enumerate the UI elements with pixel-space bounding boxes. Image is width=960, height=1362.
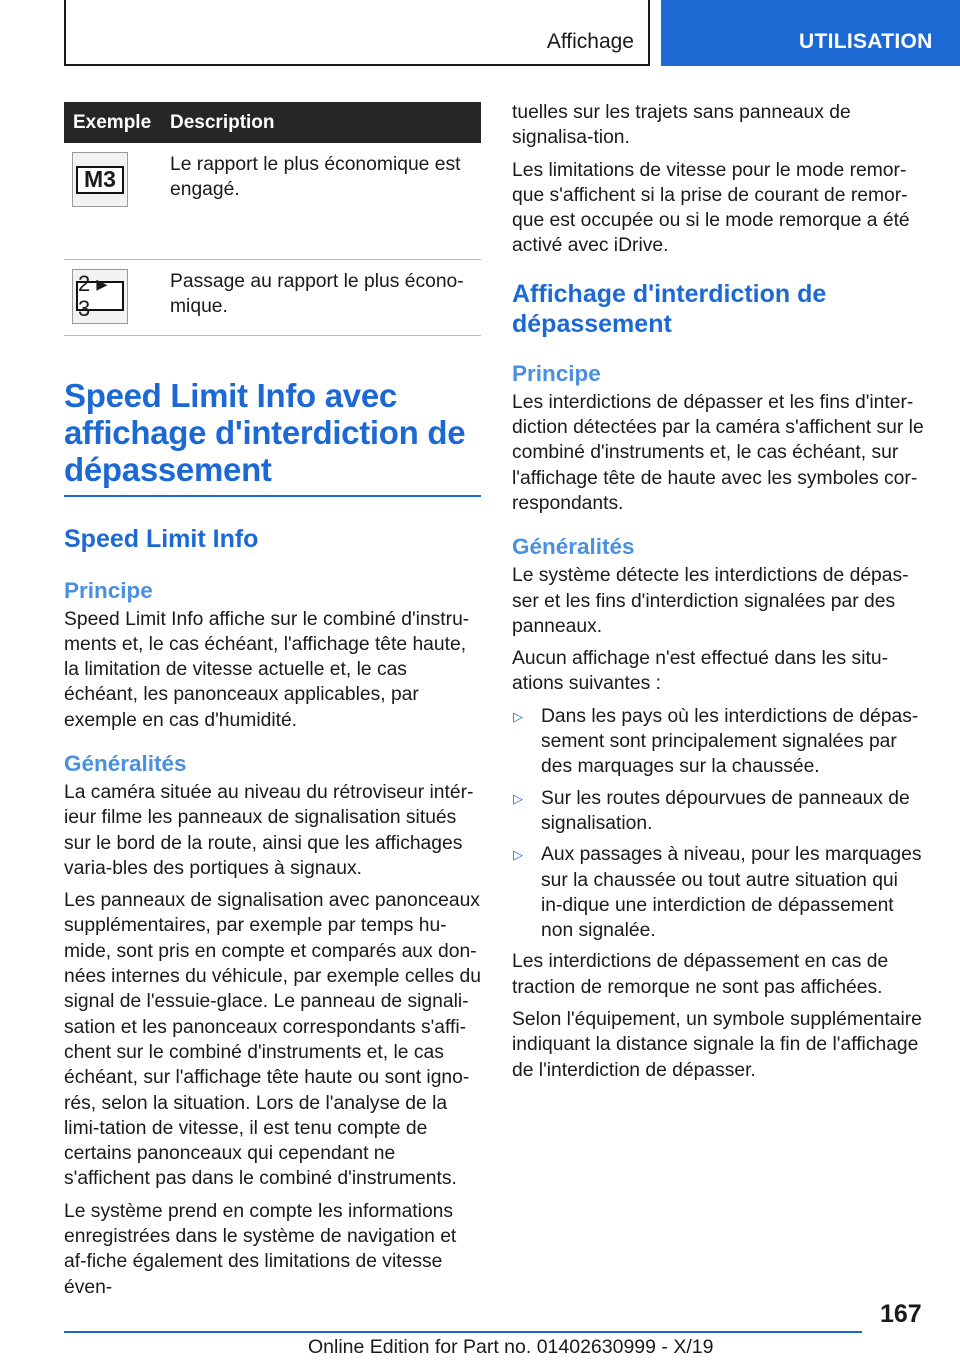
header-chapter-label: UTILISATION bbox=[799, 30, 933, 53]
paragraph-trailer-mode: Les limitations de vitesse pour le mode remor-que s'affichent si la prise de courant de remor-que est occupée ou si le mode remorque a été activé avec iDrive. bbox=[512, 159, 910, 257]
table-row bbox=[64, 143, 481, 259]
table-cell-example bbox=[64, 259, 161, 335]
gear-shift-icon-label: 2 ▸ 3 bbox=[76, 281, 124, 311]
paragraph-generalites-1: Le système détecte les interdictions de dépas-ser et les fins d'interdiction signalées par des panneaux. bbox=[512, 565, 909, 637]
list-item-text: Sur les routes dépourvues de panneaux de signalisation. bbox=[541, 787, 910, 834]
paragraph-trailer-traction: Les interdictions de dépassement en cas de traction de remorque ne sont pas affichées. bbox=[512, 951, 889, 998]
heading-generalites: Généralités bbox=[512, 534, 635, 560]
heading-principe: Principe bbox=[512, 360, 601, 386]
header-section-box bbox=[64, 0, 650, 66]
table-header-row bbox=[64, 102, 481, 143]
gear-m3-icon bbox=[72, 152, 128, 207]
footer-rule bbox=[64, 1331, 862, 1333]
list-item-text: Dans les pays où les interdictions de dépas-sement sont principalement signalées par des marquages sur la chaussée. bbox=[541, 705, 919, 778]
paragraph-continuation: tuelles sur les trajets sans panneaux de signalisa-tion. bbox=[512, 102, 851, 149]
bullet-triangle-icon: ▷ bbox=[513, 708, 523, 724]
table-row bbox=[64, 259, 481, 335]
heading-generalites: Généralités bbox=[64, 750, 187, 776]
list-item-text: Aux passages à niveau, pour les marquages sur la chaussée ou tout autre situation qui in-dique une interdiction de dépassement non signalée. bbox=[541, 844, 922, 942]
paragraph-generalites-1: La caméra située au niveau du rétroviseur intér-ieur filme les panneaux de signalisation situés sur le bord de la route, ainsi que les affichages varia-bles des portiques à signaux. bbox=[64, 781, 474, 879]
gear-m3-icon-label: M3 bbox=[76, 166, 124, 194]
bullet-triangle-icon: ▷ bbox=[513, 847, 523, 863]
table-cell-example bbox=[64, 143, 161, 259]
indicator-table bbox=[64, 102, 481, 336]
header-section-title: Affichage bbox=[546, 30, 634, 53]
footer-edition-text: Online Edition for Part no. 01402630999 - X/19 bbox=[308, 1336, 714, 1358]
list-item bbox=[512, 842, 924, 943]
subsection-title-speed-limit: Speed Limit Info bbox=[64, 524, 259, 553]
paragraph-generalites-3: Le système prend en compte les informations enregistrées dans le système de navigation et af-fiche également des limitations de vitesse éven- bbox=[64, 1200, 457, 1298]
paragraph-generalites-2: Aucun affichage n'est effectué dans les situ-ations suivantes : bbox=[512, 648, 888, 695]
list-item bbox=[512, 704, 924, 780]
left-column bbox=[64, 102, 481, 1307]
section-title-rule bbox=[64, 495, 481, 497]
heading-principe: Principe bbox=[64, 577, 153, 603]
gear-shift-recommendation-icon bbox=[72, 269, 128, 324]
paragraph-principe: Les interdictions de dépasser et les fins d'inter-diction détectées par la caméra s'affichent sur le combiné d'instruments et, le cas échéant, sur l'affichage tête de haute avec les symboles cor-respondants. bbox=[512, 391, 924, 514]
right-column bbox=[512, 100, 924, 1090]
paragraph-generalites-2: Les panneaux de signalisation avec panonceaux supplémentaires, par exemple par temps hu-mide, sont pris en compte et comparés aux don-nées internes du véhicule, par exemple celles du signal de l'essuie-glace. Le panneau de signali-sation et les panonceaux correspondants s'affi-chent sur le combiné d'instruments et, le cas échéant, sur l'affichage tête haute ou sont igno-rés, selon la situation. Lors de l'analyse de la limi-tation de vitesse, il est tenu compte de certains panonceaux qui cependant ne s'affichent pas dans le combiné d'instruments. bbox=[64, 890, 481, 1190]
table-header-description: Description bbox=[170, 111, 275, 133]
list-item bbox=[512, 786, 924, 837]
table-header-example: Exemple bbox=[73, 111, 152, 133]
subsection-title-overtaking: Affichage d'interdiction de dépassement bbox=[512, 279, 827, 338]
table-cell-description: Passage au rapport le plus écono-mique. bbox=[161, 259, 481, 335]
situations-list bbox=[512, 704, 924, 944]
bullet-triangle-icon: ▷ bbox=[513, 790, 523, 806]
section-title: Speed Limit Info avec affichage d'interdiction de dépassement bbox=[64, 376, 466, 488]
page-number: 167 bbox=[880, 1300, 922, 1328]
table-cell-description: Le rapport le plus économique est engagé. bbox=[161, 143, 481, 259]
paragraph-equipment: Selon l'équipement, un symbole supplémentaire indiquant la distance signale la fin de l'affichage de l'interdiction de dépasser. bbox=[512, 1009, 922, 1081]
header-chapter-tab[interactable] bbox=[661, 0, 960, 66]
paragraph-principe: Speed Limit Info affiche sur le combiné d'instru-ments et, le cas échéant, l'affichage tête haute, la limitation de vitesse actuelle et, le cas échéant, les panonceaux applicables, par exemple en cas d'humidité. bbox=[64, 608, 470, 731]
